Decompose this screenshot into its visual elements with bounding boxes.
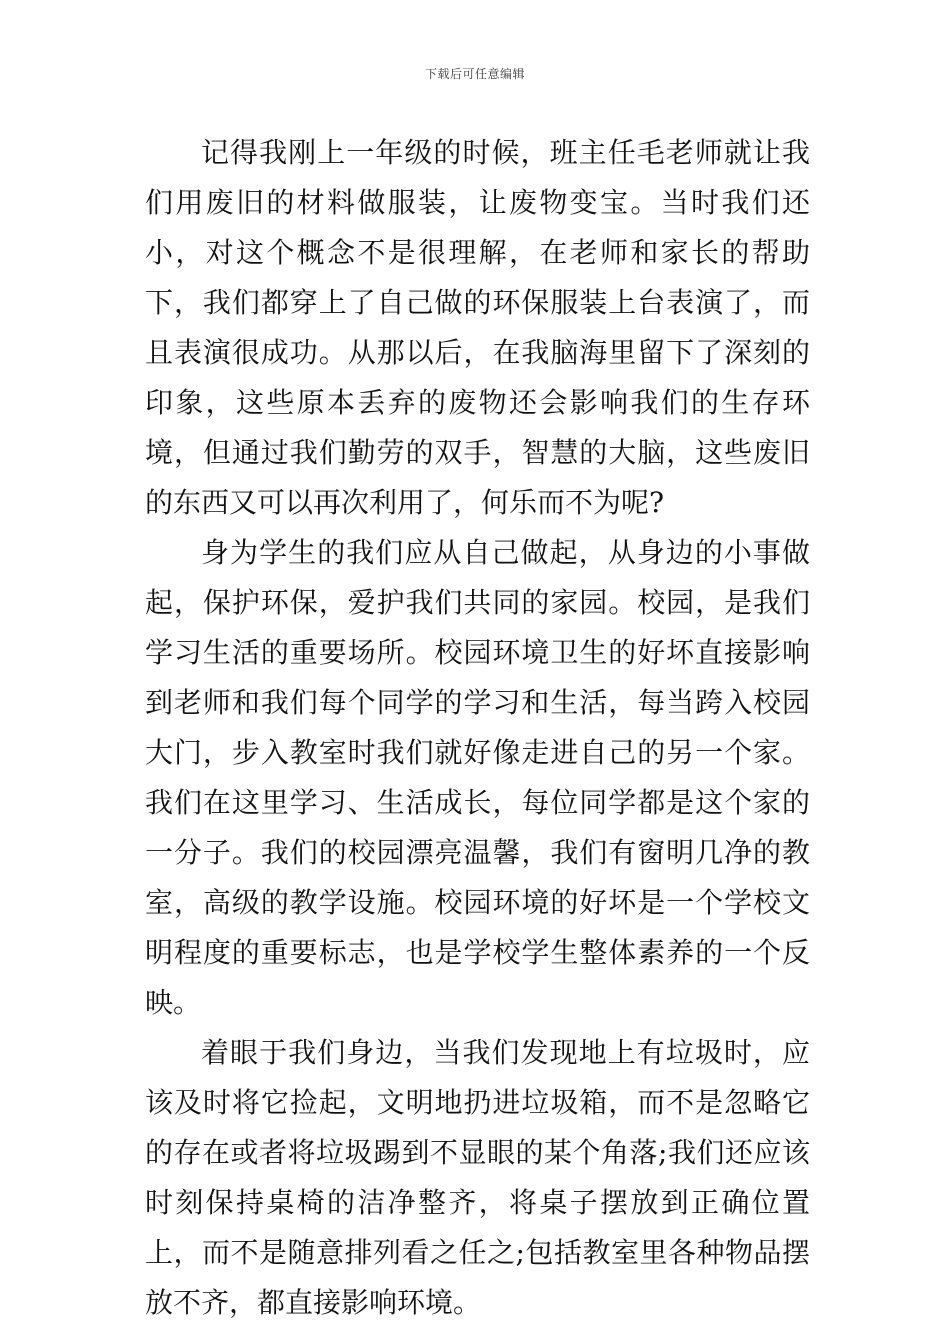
paragraph-2: 身为学生的我们应从自己做起，从身边的小事做起，保护环保，爱护我们共同的家园。校园，是我们学习生活的重要场所。校园环境卫生的好坏直接影响到老师和我们每个同学的学习和生活，每当跨入校园大门，步入教室时我们就好像走进自己的另一个家。我们在这里学习、生活成长，每位同学都是这个家的一分子。我们的校园漂亮温馨，我们有窗明几净的教室，高级的教学设施。校园环境的好坏是一个学校文明程度的重要标志，也是学校学生整体素养的一个反映。	[145, 536, 810, 1019]
document-body	[145, 128, 810, 1328]
paragraph-3: 着眼于我们身边，当我们发现地上有垃圾时，应该及时将它捡起，文明地扔进垃圾箱，而不是忽略它的存在或者将垃圾踢到不显眼的某个角落;我们还应该时刻保持桌椅的洁净整齐，将桌子摆放到正确位置上，而不是随意排列看之任之;包括教室里各种物品摆放不齐，都直接影响环境。	[145, 1036, 810, 1319]
page-header: 下载后可任意编辑	[424, 67, 525, 81]
paragraph-1: 记得我刚上一年级的时候，班主任毛老师就让我们用废旧的材料做服装，让废物变宝。当时我们还小，对这个概念不是很理解，在老师和家长的帮助下，我们都穿上了自己做的环保服装上台表演了，而且表演很成功。从那以后，在我脑海里留下了深刻的印象，这些原本丢弃的废物还会影响我们的生存环境，但通过我们勤劳的双手，智慧的大脑，这些废旧的东西又可以再次利用了，何乐而不为呢?	[145, 136, 810, 519]
